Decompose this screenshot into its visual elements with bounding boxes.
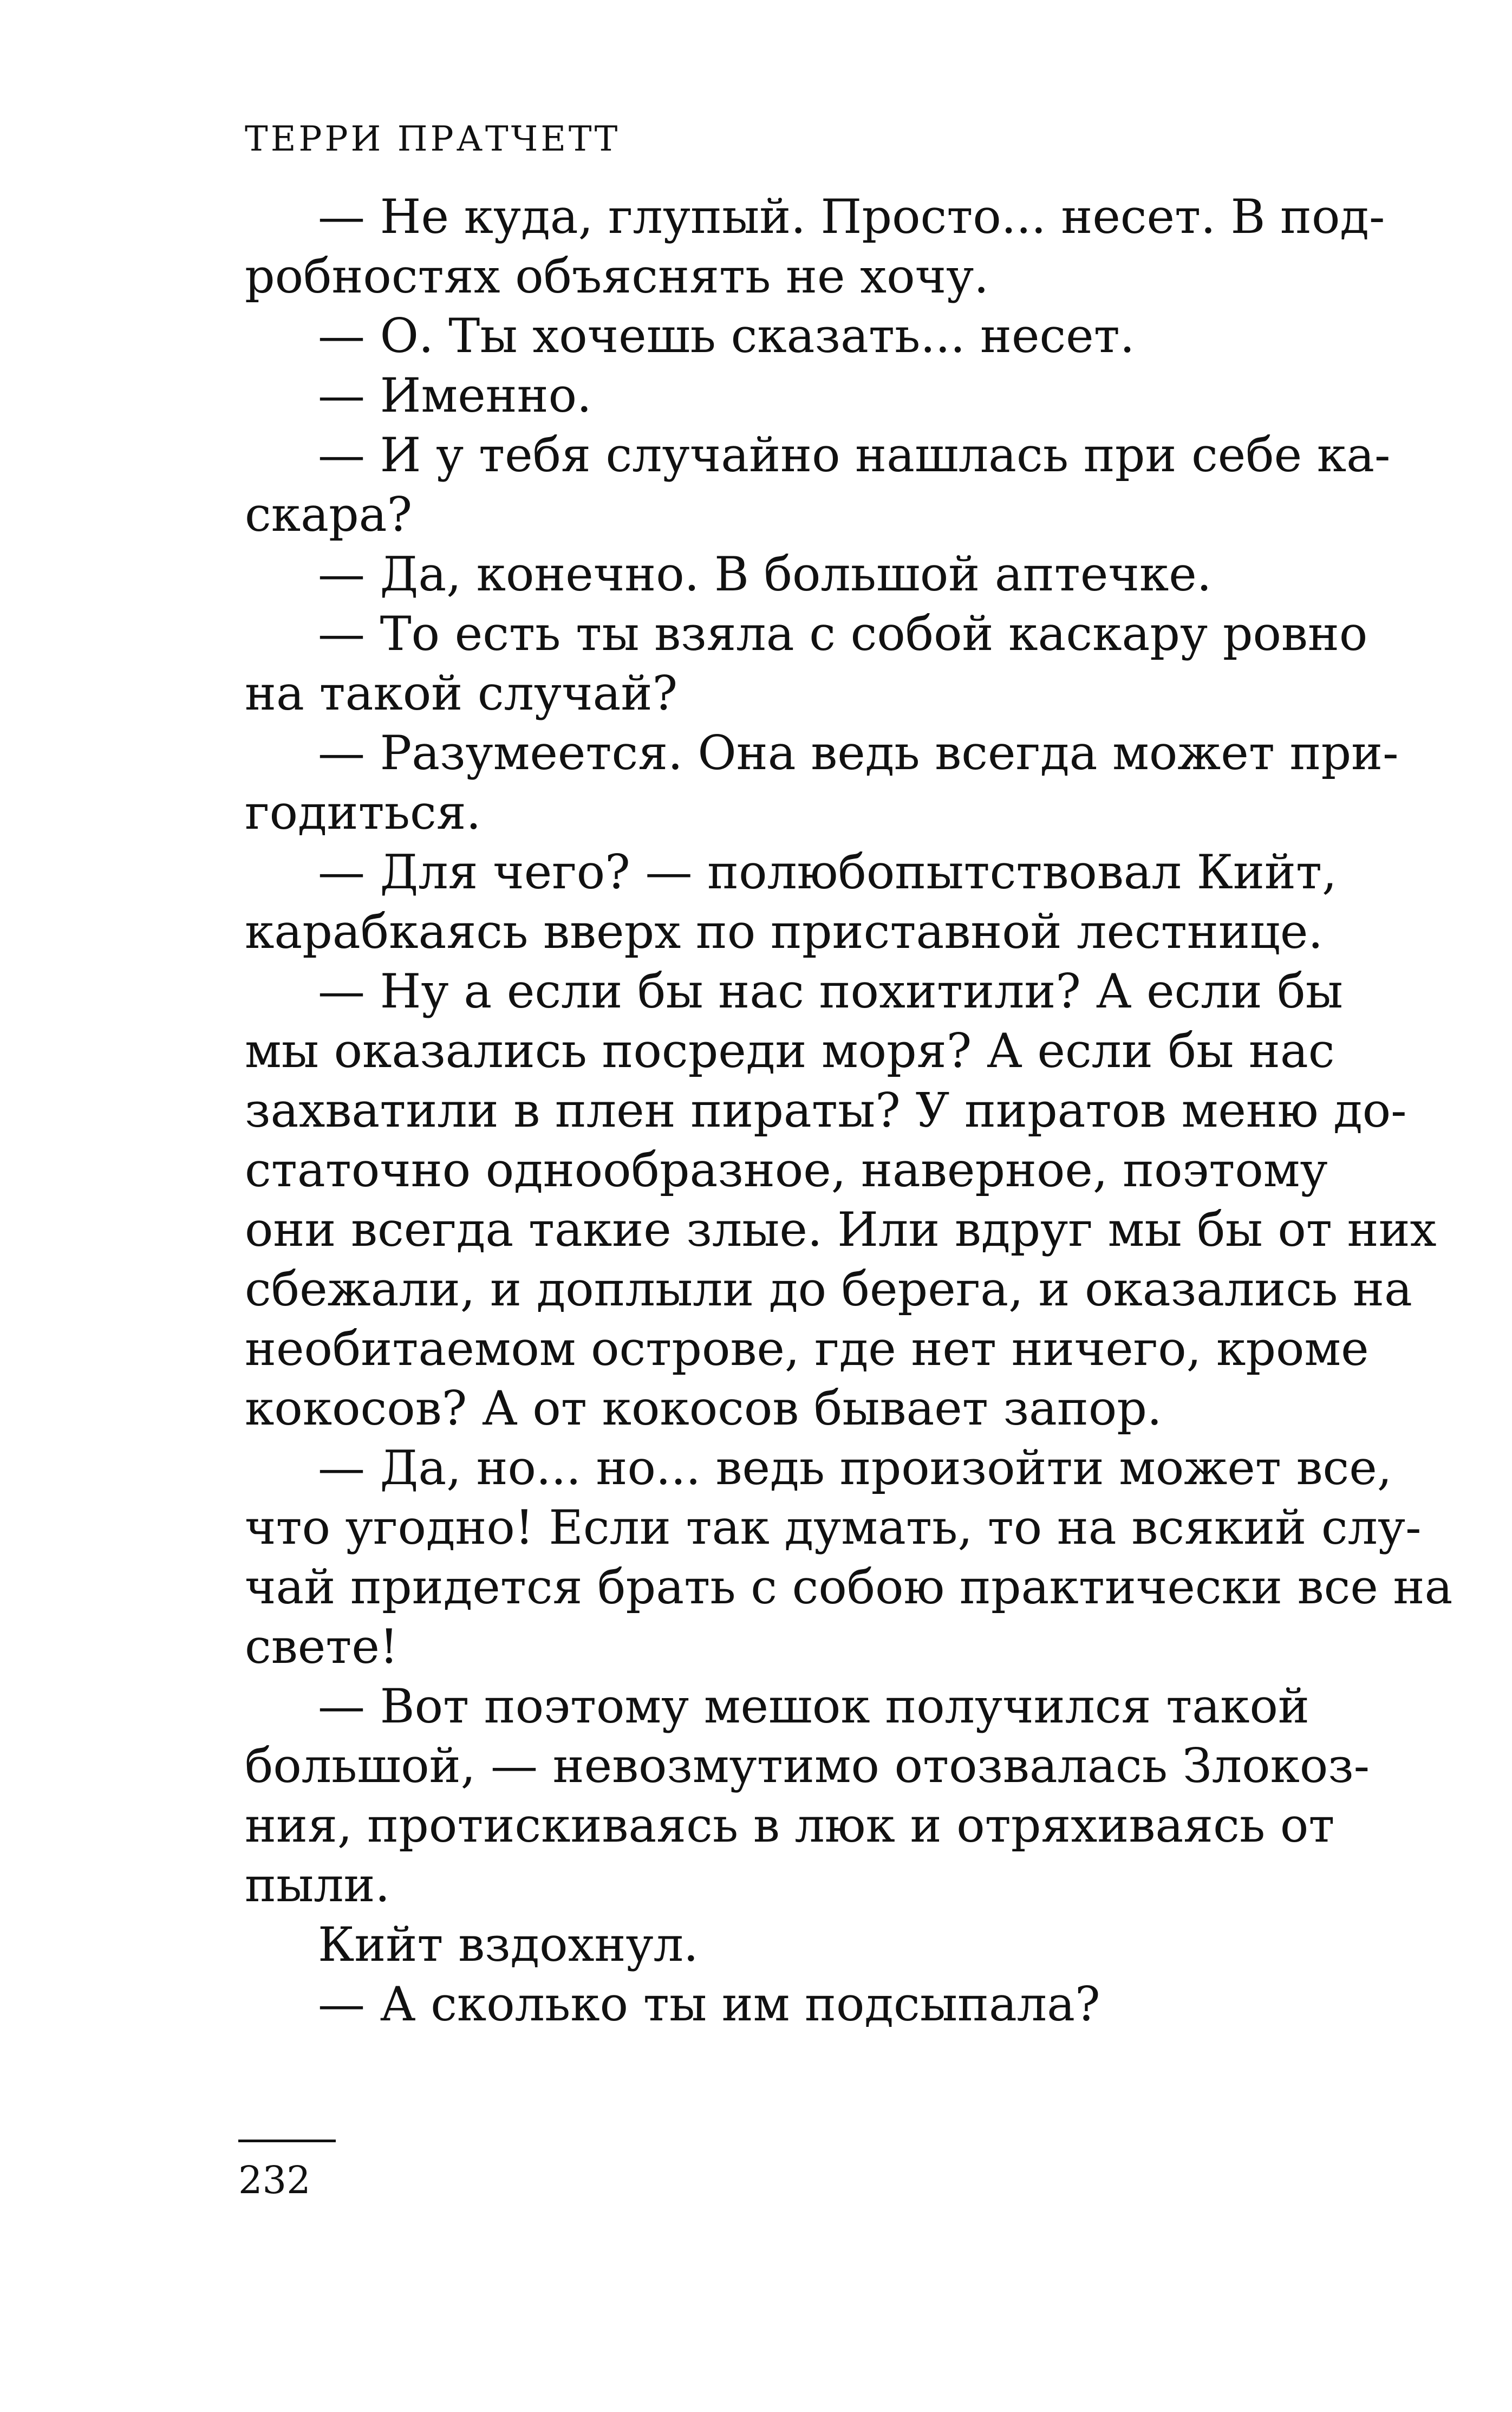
text-line: — Не куда, глупый. Просто... несет. В под-: [318, 189, 1385, 244]
text-line: мы оказались посреди моря? А если бы нас: [245, 1023, 1335, 1078]
text-line: робностях объяснять не хочу.: [245, 249, 989, 304]
text-line: — Для чего? — полюбопытствовал Кийт,: [318, 844, 1337, 900]
text-line: — Да, конечно. В большой аптечке.: [318, 547, 1212, 602]
text-line: что угодно! Если так думать, то на всякий слу-: [245, 1500, 1422, 1555]
text-line: статочно однообразное, наверное, поэтому: [245, 1142, 1328, 1198]
text-line: — То есть ты взяла с собой каскару ровно: [318, 606, 1368, 661]
text-line: — И у тебя случайно нашлась при себе ка-: [318, 427, 1391, 483]
text-line: — Да, но... но... ведь произойти может все,: [318, 1440, 1392, 1496]
text-line: карабкаясь вверх по приставной лестнице.: [245, 904, 1323, 959]
page-number: 232: [238, 2158, 311, 2202]
text-line: годиться.: [245, 785, 481, 840]
running-head: ТЕРРИ ПРАТЧЕТТ: [245, 119, 621, 159]
text-line: чай придется брать с собою практически все на: [245, 1559, 1453, 1615]
text-line: свете!: [245, 1619, 399, 1674]
text-line: Кийт вздохнул.: [318, 1917, 699, 1972]
text-line: — Именно.: [318, 368, 592, 423]
text-line: — О. Ты хочешь сказать... несет.: [318, 308, 1135, 363]
text-line: на такой случай?: [245, 666, 678, 721]
text-line: — Ну а если бы нас похитили? А если бы: [318, 964, 1343, 1019]
text-line: они всегда такие злые. Или вдруг мы бы от них: [245, 1202, 1437, 1257]
text-line: сбежали, и доплыли до берега, и оказались на: [245, 1262, 1412, 1317]
folio-rule: [238, 2140, 336, 2142]
text-line: — Вот поэтому мешок получился такой: [318, 1679, 1309, 1734]
text-line: пыли.: [245, 1857, 390, 1913]
text-line: скара?: [245, 487, 413, 542]
text-line: кокосов? А от кокосов бывает запор.: [245, 1381, 1162, 1436]
text-line: необитаемом острове, где нет ничего, кроме: [245, 1321, 1369, 1376]
text-line: ния, протискиваясь в люк и отряхиваясь от: [245, 1798, 1335, 1853]
text-line: — Разумеется. Она ведь всегда может при-: [318, 725, 1399, 781]
text-line: захватили в плен пираты? У пиратов меню до-: [245, 1083, 1407, 1138]
text-line: — А сколько ты им подсыпала?: [318, 1977, 1100, 2032]
body-text: [245, 187, 1453, 2034]
text-line: большой, — невозмутимо отозвалась Злокоз-: [245, 1738, 1370, 1793]
